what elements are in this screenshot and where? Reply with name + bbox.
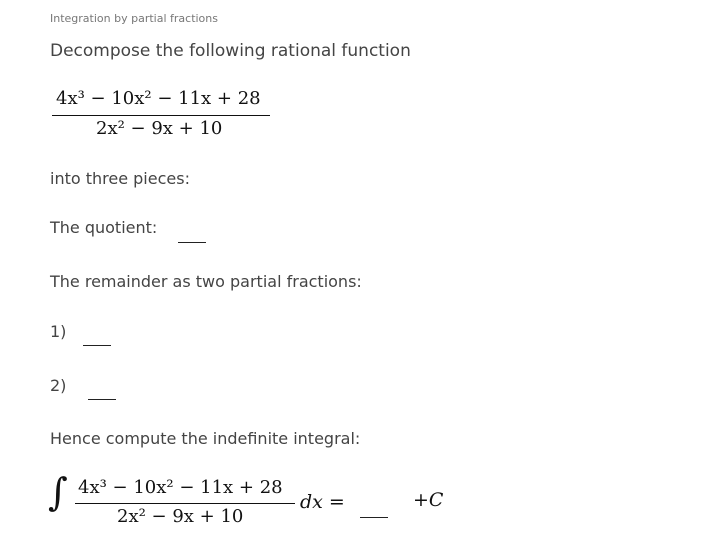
breadcrumb: Integration by partial fractions bbox=[50, 12, 218, 25]
into-pieces-text: into three pieces: bbox=[50, 169, 190, 188]
dx-equals: dx = bbox=[300, 491, 345, 513]
fraction-denominator: 2x² − 9x + 10 bbox=[96, 118, 223, 139]
partial-fraction-2-answer-field[interactable] bbox=[88, 387, 116, 400]
partial-fraction-1-label: 1) bbox=[50, 322, 67, 341]
integral-numerator: 4x³ − 10x² − 11x + 28 bbox=[78, 477, 283, 498]
constant-of-integration: +C bbox=[413, 489, 444, 511]
question-prompt: Decompose the following rational function bbox=[50, 41, 411, 61]
integral-fraction-bar bbox=[75, 503, 295, 504]
fraction-numerator: 4x³ − 10x² − 11x + 28 bbox=[56, 88, 261, 109]
integral-sign: ∫ bbox=[48, 470, 68, 514]
quotient-label: The quotient: bbox=[50, 218, 158, 237]
remainder-label: The remainder as two partial fractions: bbox=[50, 272, 362, 291]
fraction-bar bbox=[52, 115, 270, 116]
integral-answer-field[interactable] bbox=[360, 505, 388, 518]
partial-fraction-1-answer-field[interactable] bbox=[83, 333, 111, 346]
partial-fraction-2-label: 2) bbox=[50, 376, 67, 395]
quotient-answer-field[interactable] bbox=[178, 230, 206, 243]
integral-denominator: 2x² − 9x + 10 bbox=[117, 506, 244, 527]
compute-integral-label: Hence compute the indefinite integral: bbox=[50, 429, 361, 448]
